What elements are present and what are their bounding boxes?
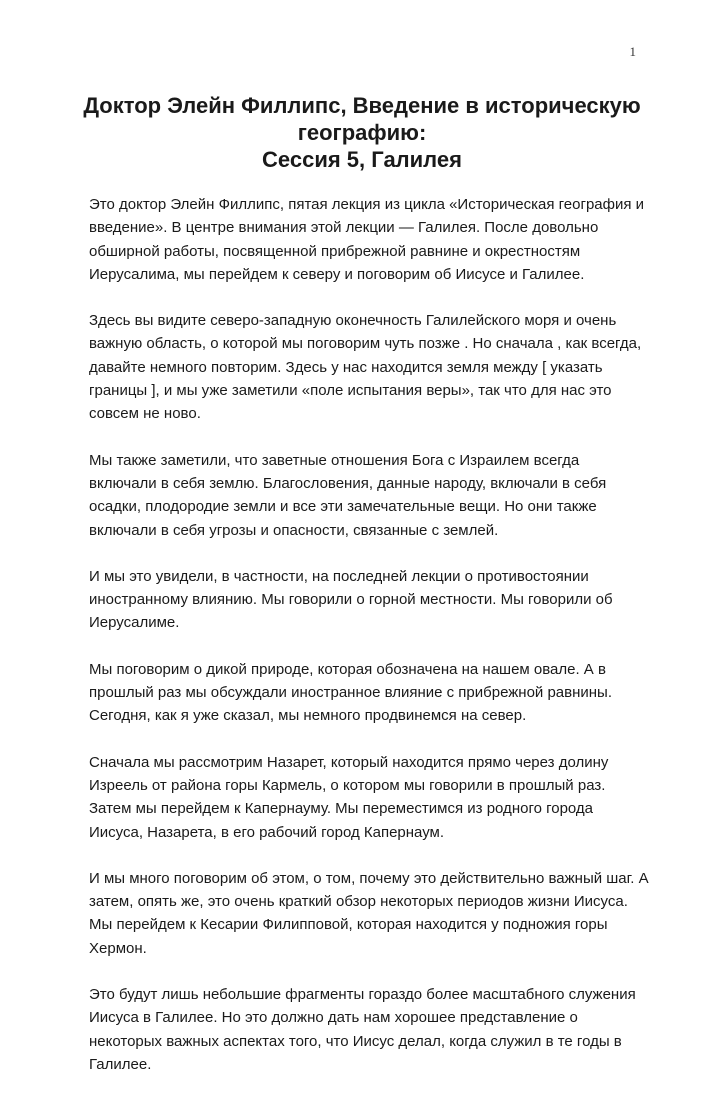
page-number: 1 [629, 44, 636, 59]
title-line-3: Сессия 5, Галилея [262, 147, 462, 172]
paragraph: Мы также заметили, что заветные отношения Бога с Израилем всегда включали в себя землю. Благословения, данные народу, включали в себя осадки, плодородие земли и все эти замечательные вещи. Но они также включали в себя угрозы и опасности, связанные с землей. [89, 451, 607, 539]
paragraph: Мы поговорим о дикой природе, которая обозначена на нашем овале. А в прошлый раз мы обсуждали иностранное влияние с прибрежной равнины. Сегодня, как я уже сказал, мы немного продвинемся на север. [89, 660, 613, 725]
paragraph: Здесь вы видите северо-западную оконечность Галилейского моря и очень важную область, о которой мы поговорим чуть позже . Но сначала , как всегда, давайте немного повторим. Здесь у нас находится земля между [ указать границы ], и мы уже заметили «поле испытания веры», так что для нас это совсем не ново. [89, 312, 642, 423]
page-title [70, 92, 654, 173]
document-body [89, 193, 649, 1099]
paragraph: И мы это увидели, в частности, на последней лекции о противостоянии иностранному влиянию. Мы говорили о горной местности. Мы говорили об Иерусалиме. [89, 567, 613, 632]
title-line-1: Доктор Элейн Филлипс, Введение в историческую [83, 93, 641, 118]
paragraph: Сначала мы рассмотрим Назарет, который находится прямо через долину Изреель от района горы Кармель, о котором мы говорили в прошлый раз. Затем мы перейдем к Капернауму. Мы переместимся из родного города Иисуса, Назарета, в его рабочий город Капернаум. [89, 753, 609, 841]
title-line-2: географию: [297, 120, 427, 145]
paragraph: Это доктор Элейн Филлипс, пятая лекция из цикла «Историческая география и введение». В центре внимания этой лекции — Галилея. После довольно обширной работы, посвященной прибрежной равнине и окрестностям Иерусалима, мы перейдем к северу и поговорим об Иисусе и Галилее. [89, 196, 645, 283]
paragraph: Это будут лишь небольшие фрагменты гораздо более масштабного служения Иисуса в Галилее. Но это должно дать нам хорошее представление о некоторых важных аспектах того, что Иисус делал, когда служил в те годы в Галилее. [89, 986, 636, 1073]
paragraph: И мы много поговорим об этом, о том, почему это действительно важный шаг. А затем, опять же, это очень краткий обзор некоторых периодов жизни Иисуса. Мы перейдем к Кесарии Филипповой, которая находится у подножия горы Хермон. [89, 869, 649, 957]
